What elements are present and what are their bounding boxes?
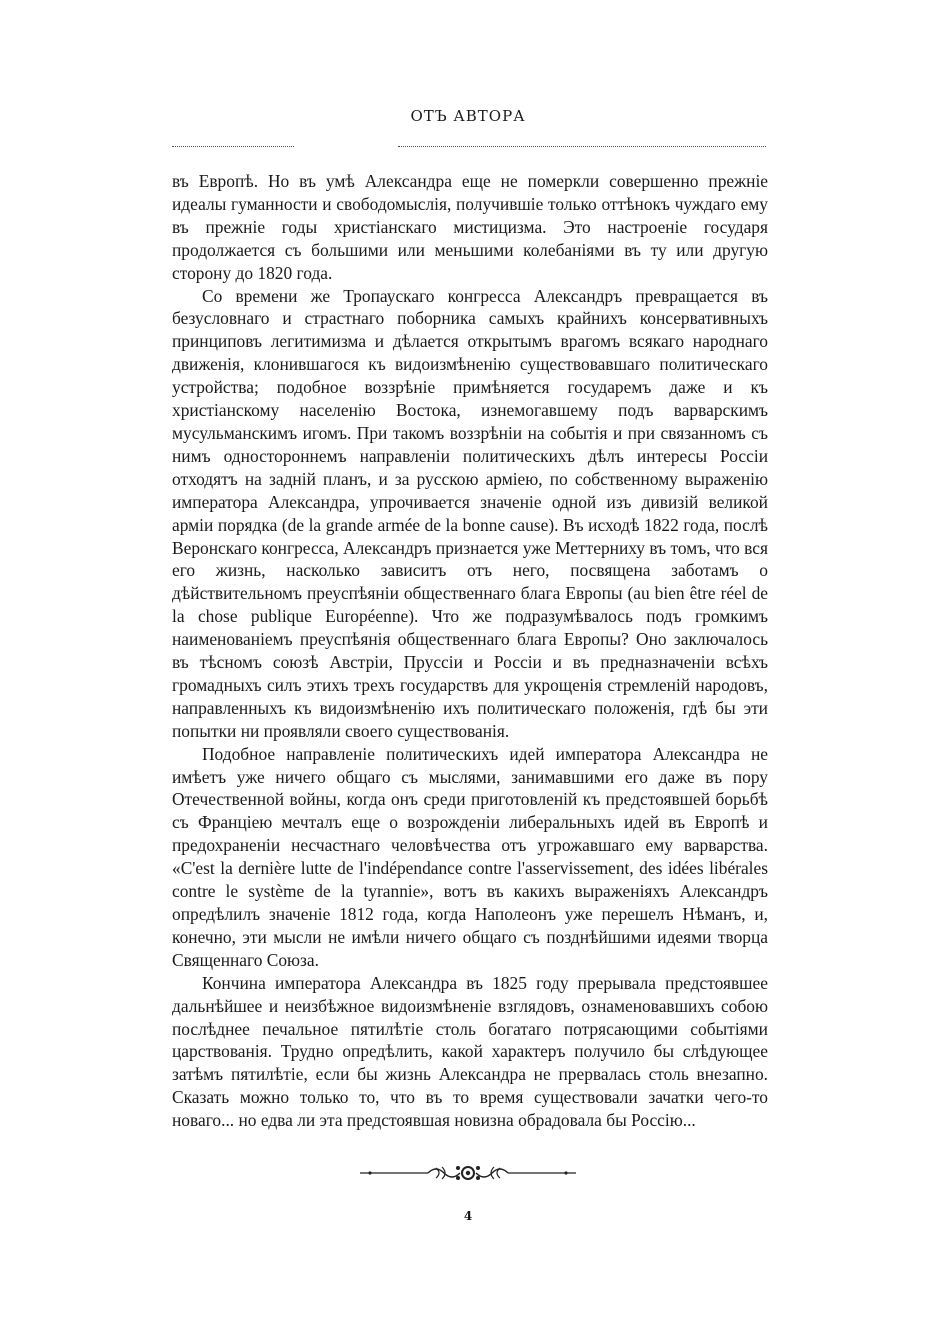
page-number: 4: [463, 1209, 473, 1223]
header-rule-left: [172, 146, 294, 147]
body-text: [172, 170, 768, 1132]
paragraph-1: въ Европѣ. Но въ умѣ Александра еще не померкли совершенно прежніе идеалы гуманности и свободомыслія, получившіе только оттѣнокъ чуждаго ему въ прежніе годы христіанскаго мистицизма. Это настроеніе государя продолжается съ большими или меньшими колебаніями въ ту или другую сторону до 1820 года.: [172, 171, 768, 283]
paragraph-4: Кончина императора Александра въ 1825 году прерывала предстоявшее дальнѣйшее и неизбѣжное видоизмѣненіе взглядовъ, ознаменовавшихъ собою послѣднее печальное пятилѣтіе столь богатаго потрясающими событіями царствованія. Трудно опредѣлить, какой характеръ получило бы слѣдующее затѣмъ пятилѣтіе, если бы жизнь Александра не прервалась столь внезапно. Сказать можно только то, что въ то время существовали зачатки чего-то новаго... но едва ли эта предстоявшая новизна обрадовала бы Россію...: [172, 972, 768, 1131]
running-header: ОТЪ АВТОРА: [410, 107, 526, 125]
paragraph-3: Подобное направленіе политическихъ идей императора Александра не имѣетъ уже ничего общаго съ мыслями, занимавшими его даже въ пору Отечественной войны, когда онъ среди приготовленій къ предстоявшей борьбѣ съ Франціею мечталъ еще о возрожденіи либеральныхъ идей въ Европѣ и предохраненіи несчастнаго человѣчества отъ угрожавшаго ему варварства. «C'est la dernière lutte de l'indépendance contre l'asservissement, des idées libérales contre le système de la tyrannie», вотъ въ какихъ выраженіяхъ Александръ опредѣлилъ значеніе 1812 года, когда Наполеонъ уже перешелъ Нѣманъ, и, конечно, эти мысли не имѣли ничего общаго съ позднѣйшими идеями творца Священнаго Союза.: [172, 743, 768, 970]
header-rule-right: [398, 146, 766, 147]
paragraph-2: Со времени же Тропаускаго конгресса Александръ превращается въ безусловнаго и страстнаго поборника самыхъ крайнихъ консервативныхъ принциповъ легитимизма и дѣлается открытымъ врагомъ всякаго народнаго движенія, клонившагося къ видоизмѣненію существовавшаго политическаго устройства; подобное воззрѣніе примѣняется государемъ даже и къ христіанскому населенію Востока, изнемогавшему подъ варварскимъ мусульманскимъ игомъ. При такомъ воззрѣніи на событія и при связанномъ съ нимъ одностороннемъ направленіи политическихъ дѣлъ интересы Россіи отходятъ на задній планъ, и за русскою арміею, по собственному выраженію императора Александра, упрочивается значеніе одной изъ дивизій великой арміи порядка (de la grande armée de la bonne cause). Въ исходѣ 1822 года, послѣ Веронскаго конгресса, Александръ признается уже Меттерниху въ томъ, что вся его жизнь, насколько зависитъ отъ него, посвящена заботамъ о дѣйствительномъ преуспѣяніи общественнаго блага Европы (au bien être réel de la chose publique Européenne). Что же подразумѣвалось подъ громкимъ наименованіемъ преуспѣянія общественнаго блага Европы? Оно заключалось въ тѣсномъ союзѣ Австріи, Пруссіи и Россіи и въ предназначеніи всѣхъ громадныхъ силъ этихъ трехъ государствъ для укрощенія стремленій народовъ, направленныхъ къ видоизмѣненію ихъ политическаго положенія, гдѣ бы эти попытки ни проявляли своего существованія.: [172, 285, 768, 741]
fleuron-ornament-icon: [358, 1161, 578, 1185]
